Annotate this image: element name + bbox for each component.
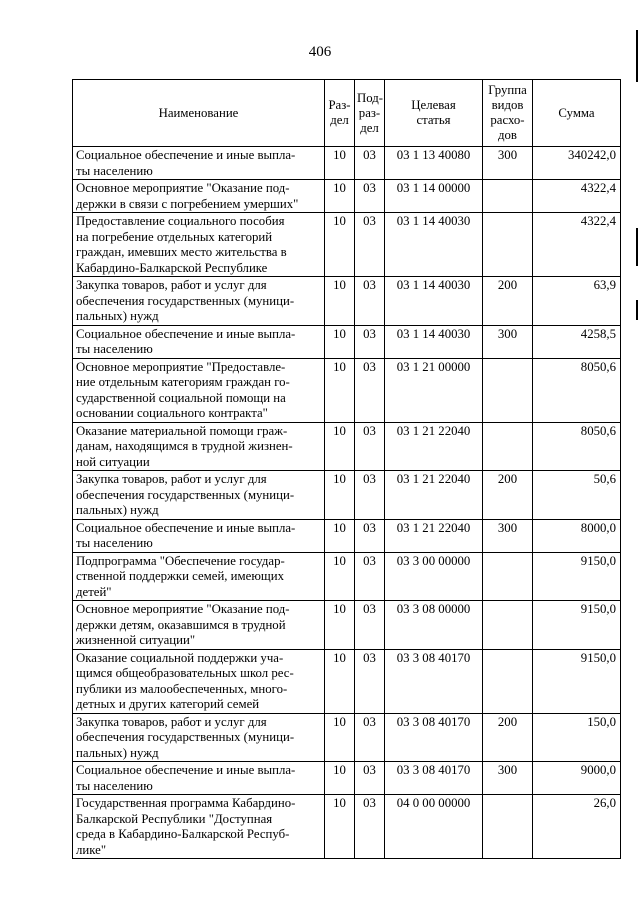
cell-name: Закупка товаров, работ и услуг для обеспечения государственных (муници- пальных) нужд	[73, 471, 325, 520]
cell-article: 03 3 08 00000	[385, 601, 483, 650]
cell-group	[483, 422, 533, 471]
cell-razdel: 10	[325, 649, 355, 713]
cell-podrazdel: 03	[355, 713, 385, 762]
cell-name: Закупка товаров, работ и услуг для обеспечения государственных (муници- пальных) нужд	[73, 277, 325, 326]
cell-sum: 63,9	[533, 277, 621, 326]
cell-article: 03 1 14 40030	[385, 325, 483, 358]
budget-table-wrapper	[72, 79, 620, 859]
table-row	[73, 795, 621, 859]
cell-sum: 340242,0	[533, 147, 621, 180]
cell-podrazdel: 03	[355, 795, 385, 859]
cell-article: 03 1 21 22040	[385, 422, 483, 471]
cell-podrazdel: 03	[355, 147, 385, 180]
cell-podrazdel: 03	[355, 422, 385, 471]
cell-razdel: 10	[325, 358, 355, 422]
header-name: Наименование	[73, 80, 325, 147]
cell-group	[483, 552, 533, 601]
cell-podrazdel: 03	[355, 325, 385, 358]
cell-article: 03 1 14 40030	[385, 213, 483, 277]
margin-mark-middle	[636, 228, 638, 266]
cell-group: 300	[483, 147, 533, 180]
cell-group	[483, 601, 533, 650]
table-row	[73, 762, 621, 795]
cell-podrazdel: 03	[355, 649, 385, 713]
cell-group	[483, 795, 533, 859]
table-row	[73, 649, 621, 713]
cell-article: 03 3 08 40170	[385, 713, 483, 762]
cell-razdel: 10	[325, 713, 355, 762]
cell-name: Оказание материальной помощи граж- данам, находящимся в трудной жизнен- ной ситуации	[73, 422, 325, 471]
cell-sum: 4258,5	[533, 325, 621, 358]
cell-group: 200	[483, 713, 533, 762]
cell-sum: 8000,0	[533, 519, 621, 552]
cell-name: Социальное обеспечение и иные выпла- ты населению	[73, 325, 325, 358]
cell-group	[483, 213, 533, 277]
cell-name: Закупка товаров, работ и услуг для обеспечения государственных (муници- пальных) нужд	[73, 713, 325, 762]
table-row	[73, 325, 621, 358]
cell-group: 200	[483, 277, 533, 326]
cell-article: 03 3 08 40170	[385, 762, 483, 795]
table-row	[73, 471, 621, 520]
cell-group: 300	[483, 762, 533, 795]
cell-group: 200	[483, 471, 533, 520]
header-article: Целевая статья	[385, 80, 483, 147]
budget-table	[72, 79, 621, 859]
cell-razdel: 10	[325, 471, 355, 520]
cell-podrazdel: 03	[355, 471, 385, 520]
cell-name: Социальное обеспечение и иные выпла- ты населению	[73, 519, 325, 552]
cell-sum: 4322,4	[533, 180, 621, 213]
cell-podrazdel: 03	[355, 180, 385, 213]
cell-podrazdel: 03	[355, 519, 385, 552]
cell-article: 03 1 14 40030	[385, 277, 483, 326]
cell-sum: 50,6	[533, 471, 621, 520]
cell-razdel: 10	[325, 422, 355, 471]
cell-name: Предоставление социального пособия на погребение отдельных категорий граждан, имевших место жительства в Кабардино-Балкарской Республике	[73, 213, 325, 277]
cell-razdel: 10	[325, 277, 355, 326]
cell-razdel: 10	[325, 147, 355, 180]
header-row	[73, 80, 621, 147]
cell-name: Подпрограмма "Обеспечение государ- ственной поддержки семей, имеющих детей"	[73, 552, 325, 601]
header-group: Группа видов расхо- дов	[483, 80, 533, 147]
table-row	[73, 213, 621, 277]
table-row	[73, 180, 621, 213]
table-row	[73, 519, 621, 552]
cell-sum: 9150,0	[533, 552, 621, 601]
cell-razdel: 10	[325, 180, 355, 213]
cell-sum: 150,0	[533, 713, 621, 762]
cell-sum: 9150,0	[533, 601, 621, 650]
cell-sum: 26,0	[533, 795, 621, 859]
cell-article: 03 1 21 22040	[385, 471, 483, 520]
cell-article: 03 1 13 40080	[385, 147, 483, 180]
cell-group: 300	[483, 325, 533, 358]
cell-sum: 9000,0	[533, 762, 621, 795]
cell-name: Основное мероприятие "Оказание под- держки детям, оказавшимся в трудной жизненной ситуации"	[73, 601, 325, 650]
cell-article: 04 0 00 00000	[385, 795, 483, 859]
table-row	[73, 601, 621, 650]
margin-mark-top	[636, 30, 638, 82]
cell-podrazdel: 03	[355, 277, 385, 326]
cell-article: 03 1 21 00000	[385, 358, 483, 422]
cell-sum: 9150,0	[533, 649, 621, 713]
cell-article: 03 1 21 22040	[385, 519, 483, 552]
cell-name: Государственная программа Кабардино- Балкарской Республики "Доступная среда в Кабардино-Балкарской Респуб- лике"	[73, 795, 325, 859]
table-row	[73, 358, 621, 422]
cell-group	[483, 649, 533, 713]
cell-podrazdel: 03	[355, 552, 385, 601]
cell-razdel: 10	[325, 552, 355, 601]
cell-razdel: 10	[325, 213, 355, 277]
cell-razdel: 10	[325, 325, 355, 358]
page-number: 406	[308, 44, 332, 60]
cell-article: 03 3 08 40170	[385, 649, 483, 713]
cell-name: Основное мероприятие "Оказание под- держки в связи с погребением умерших"	[73, 180, 325, 213]
cell-name: Социальное обеспечение и иные выпла- ты населению	[73, 147, 325, 180]
table-row	[73, 147, 621, 180]
header-sum: Сумма	[533, 80, 621, 147]
cell-podrazdel: 03	[355, 601, 385, 650]
table-row	[73, 277, 621, 326]
table-row	[73, 552, 621, 601]
header-podrazdel: Под- раз- дел	[355, 80, 385, 147]
cell-name: Основное мероприятие "Предоставле- ние отдельным категориям граждан го- сударственной социальной помощи на основании социального контракта"	[73, 358, 325, 422]
table-row	[73, 713, 621, 762]
cell-group	[483, 180, 533, 213]
cell-razdel: 10	[325, 762, 355, 795]
cell-podrazdel: 03	[355, 213, 385, 277]
cell-article: 03 3 00 00000	[385, 552, 483, 601]
table-row	[73, 422, 621, 471]
header-razdel: Раз- дел	[325, 80, 355, 147]
cell-podrazdel: 03	[355, 762, 385, 795]
cell-podrazdel: 03	[355, 358, 385, 422]
cell-name: Оказание социальной поддержки уча- щимся общеобразовательных школ рес- публики из малообеспеченных, много- детных и других категорий семей	[73, 649, 325, 713]
cell-sum: 4322,4	[533, 213, 621, 277]
cell-group	[483, 358, 533, 422]
cell-razdel: 10	[325, 601, 355, 650]
margin-mark-lower	[636, 300, 638, 320]
cell-razdel: 10	[325, 519, 355, 552]
cell-sum: 8050,6	[533, 358, 621, 422]
cell-article: 03 1 14 00000	[385, 180, 483, 213]
cell-razdel: 10	[325, 795, 355, 859]
table-body	[73, 147, 621, 859]
cell-name: Социальное обеспечение и иные выпла- ты населению	[73, 762, 325, 795]
cell-group: 300	[483, 519, 533, 552]
cell-sum: 8050,6	[533, 422, 621, 471]
